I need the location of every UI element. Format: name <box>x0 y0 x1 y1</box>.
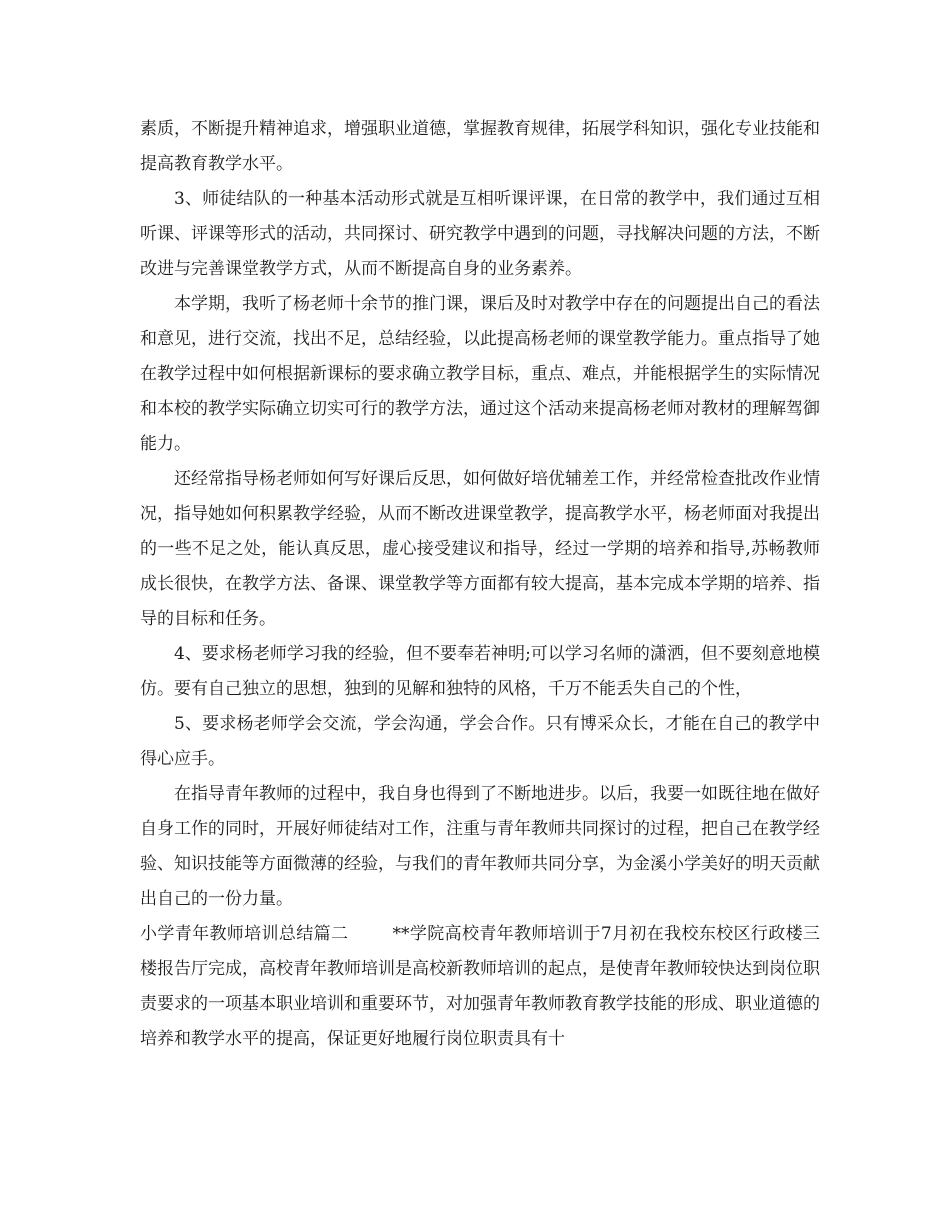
section-heading: 小学青年教师培训总结篇二 <box>140 924 349 944</box>
paragraph-7: 在指导青年教师的过程中，我自身也得到了不断地进步。以后，我要一如既往地在做好自身工作的同时，开展好师徒结对工作，注重与青年教师共同探讨的过程，把自己在教学经验、知识技能等方面微薄的经验，与我们的青年教师共同分享，为金溪小学美好的明天贡献出自己的一份力量。 <box>140 784 820 909</box>
paragraph-1: 素质，不断提升精神追求，增强职业道德，掌握教育规律，拓展学科知识，强化专业技能和提高教育教学水平。 <box>140 119 820 174</box>
document-body <box>140 112 820 1057</box>
paragraph-3: 本学期，我听了杨老师十余节的推门课，课后及时对教学中存在的问题提出自己的看法和意见，进行交流，找出不足，总结经验，以此提高杨老师的课堂教学能力。重点指导了她在教学过程中如何根据新课标的要求确立教学目标，重点、难点，并能根据学生的实际情况和本校的教学实际确立切实可行的教学方法，通过这个活动来提高杨老师对教材的理解驾御能力。 <box>140 294 820 454</box>
paragraph-4: 还经常指导杨老师如何写好课后反思，如何做好培优辅差工作，并经常检查批改作业情况，指导她如何积累教学经验，从而不断改进课堂教学，提高教学水平，杨老师面对我提出的一些不足之处，能认真反思，虚心接受建议和指导，经过一学期的培养和指导,苏畅教师成长很快，在教学方法、备课、课堂教学等方面都有较大提高，基本完成本学期的培养、指导的目标和任务。 <box>140 469 820 629</box>
paragraph-6: 5、要求杨老师学会交流，学会沟通，学会合作。只有博采众长，才能在自己的教学中得心应手。 <box>140 714 820 769</box>
section-paragraph <box>140 917 820 1057</box>
paragraph-5: 4、要求杨老师学习我的经验，但不要奉若神明;可以学习名师的潇洒，但不要刻意地模仿。要有自己独立的思想，独到的见解和独特的风格，千万不能丢失自己的个性， <box>140 644 820 699</box>
paragraph-2: 3、师徒结队的一种基本活动形式就是互相听课评课，在日常的教学中，我们通过互相听课、评课等形式的活动，共同探讨、研究教学中遇到的问题，寻找解决问题的方法，不断改进与完善课堂教学方式，从而不断提高自身的业务素养。 <box>140 189 820 279</box>
section-text: **学院高校青年教师培训于7月初在我校东校区行政楼三楼报告厅完成，高校青年教师培训是高校新教师培训的起点，是使青年教师较快达到岗位职责要求的一项基本职业培训和重要环节，对加强青年教师教育教学技能的形成、职业道德的培养和教学水平的提高，保证更好地履行岗位职责具有十 <box>140 924 820 1049</box>
